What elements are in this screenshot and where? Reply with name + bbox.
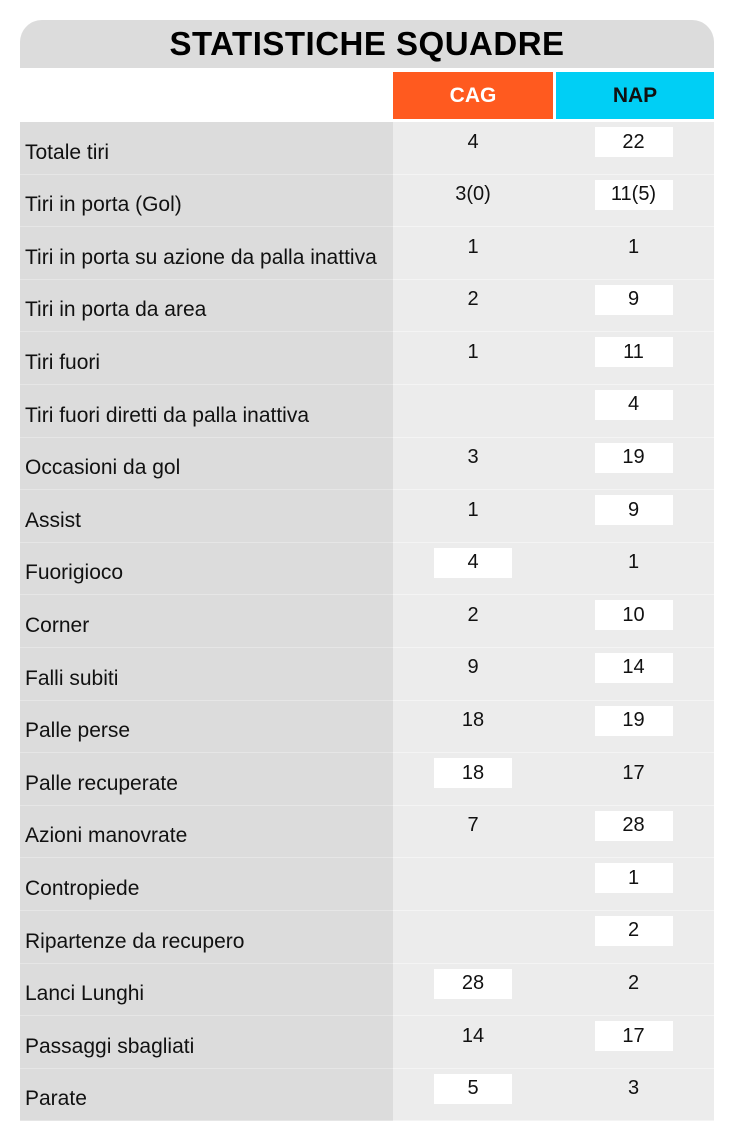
team-header-away: NAP	[556, 72, 714, 119]
stat-value-home: 3(0)	[455, 183, 491, 206]
stat-row	[20, 911, 714, 964]
stat-value-away: 14	[595, 653, 673, 683]
stat-cell-home	[393, 806, 553, 859]
stat-label-cell	[20, 1016, 393, 1069]
stat-cell-home	[393, 753, 553, 806]
stat-value-home	[434, 390, 512, 420]
stat-row	[20, 122, 714, 175]
stat-cell-away	[553, 806, 714, 859]
stat-label: Passaggi sbagliati	[25, 1034, 195, 1058]
stat-value-away: 1	[627, 235, 640, 258]
stat-value-away: 4	[595, 390, 673, 420]
stat-value-home: 4	[467, 130, 479, 153]
stat-value-away: 17	[622, 761, 645, 784]
stat-label: Azioni manovrate	[25, 824, 188, 848]
stat-label: Palle perse	[25, 719, 131, 743]
stat-label: Ripartenze da recupero	[25, 929, 245, 953]
stat-label: Totale tiri	[25, 140, 110, 164]
stat-cell-away	[553, 332, 714, 385]
stat-label-cell	[20, 543, 393, 596]
stat-label: Assist	[25, 508, 82, 532]
stat-label: Palle recuperate	[25, 771, 178, 795]
stat-cell-away	[553, 1016, 714, 1069]
stat-label-cell	[20, 858, 393, 911]
stat-row	[20, 1069, 714, 1122]
stat-value-away: 19	[595, 443, 673, 473]
stat-cell-away	[553, 122, 714, 175]
stat-row	[20, 753, 714, 806]
stat-cell-home	[393, 1069, 553, 1122]
stat-cell-home	[393, 964, 553, 1017]
stat-label: Contropiede	[25, 876, 140, 900]
stat-cell-away	[553, 490, 714, 543]
stat-cell-home	[393, 332, 553, 385]
stat-value-home: 2	[467, 288, 479, 311]
stat-value-away: 9	[595, 285, 673, 315]
stat-value-away: 22	[595, 127, 673, 157]
stat-label-cell	[20, 122, 393, 175]
stat-value-home	[434, 916, 512, 946]
stat-cell-away	[553, 227, 714, 280]
stat-cell-home	[393, 911, 553, 964]
stat-value-away: 9	[595, 495, 673, 525]
stat-value-home: 7	[467, 814, 479, 837]
stat-label-cell	[20, 227, 393, 280]
stat-value-away: 3	[627, 1077, 640, 1100]
stat-cell-away	[553, 595, 714, 648]
stat-value-home: 28	[434, 969, 512, 999]
stat-row	[20, 701, 714, 754]
stat-value-away: 2	[595, 916, 673, 946]
stat-value-home: 5	[434, 1074, 512, 1104]
stat-value-home: 3	[467, 446, 479, 469]
stat-cell-home	[393, 385, 553, 438]
stat-label-cell	[20, 332, 393, 385]
stat-cell-away	[553, 753, 714, 806]
stat-label: Tiri fuori diretti da palla inattiva	[25, 403, 310, 427]
stat-label-cell	[20, 280, 393, 333]
stat-cell-away	[553, 858, 714, 911]
stat-label-cell	[20, 175, 393, 228]
stat-cell-away	[553, 175, 714, 228]
stat-row	[20, 490, 714, 543]
stat-cell-home	[393, 648, 553, 701]
stat-value-home: 1	[467, 235, 479, 258]
stats-table	[20, 122, 714, 1121]
stat-row	[20, 806, 714, 859]
stat-row	[20, 227, 714, 280]
stat-row	[20, 280, 714, 333]
stat-label: Tiri fuori	[25, 350, 101, 374]
stat-value-home: 4	[434, 548, 512, 578]
stat-value-home: 1	[467, 498, 479, 521]
stat-label: Tiri in porta (Gol)	[25, 193, 182, 217]
stat-cell-away	[553, 648, 714, 701]
stat-cell-away	[553, 701, 714, 754]
stat-cell-home	[393, 122, 553, 175]
stat-value-home: 14	[461, 1024, 485, 1047]
stat-row	[20, 332, 714, 385]
stat-value-away: 10	[595, 600, 673, 630]
stat-cell-away	[553, 964, 714, 1017]
stat-label-cell	[20, 1069, 393, 1122]
stat-value-home: 9	[467, 656, 479, 679]
stat-label-cell	[20, 753, 393, 806]
stat-label: Fuorigioco	[25, 561, 124, 585]
stat-label-cell	[20, 385, 393, 438]
stat-value-away: 28	[595, 811, 673, 841]
stat-label: Lanci Lunghi	[25, 982, 145, 1006]
stat-label-cell	[20, 964, 393, 1017]
stat-cell-home	[393, 227, 553, 280]
stat-row	[20, 438, 714, 491]
page-title: STATISTICHE SQUADRE	[169, 25, 565, 62]
stat-value-away: 2	[627, 972, 640, 994]
stat-cell-home	[393, 595, 553, 648]
stat-value-away: 1	[595, 863, 673, 893]
stat-cell-home	[393, 543, 553, 596]
title-bar	[20, 20, 714, 68]
stat-cell-away	[553, 543, 714, 596]
stat-cell-home	[393, 175, 553, 228]
stat-label: Tiri in porta su azione da palla inattiva	[25, 245, 377, 269]
stat-row	[20, 543, 714, 596]
stat-row	[20, 858, 714, 911]
stat-value-away: 19	[595, 706, 673, 736]
stat-value-home: 2	[467, 603, 479, 626]
stat-cell-home	[393, 701, 553, 754]
stat-cell-away	[553, 280, 714, 333]
team-header-home: CAG	[393, 72, 553, 119]
stat-cell-home	[393, 438, 553, 491]
stat-label: Parate	[25, 1087, 87, 1111]
stat-row	[20, 964, 714, 1017]
stat-cell-home	[393, 858, 553, 911]
stat-label: Corner	[25, 613, 90, 637]
stat-value-away: 11(5)	[595, 180, 673, 210]
stat-label-cell	[20, 806, 393, 859]
stat-value-away: 1	[627, 551, 640, 574]
stat-value-home: 1	[467, 340, 479, 363]
stat-label-cell	[20, 701, 393, 754]
stat-value-home	[434, 863, 512, 893]
stat-label-cell	[20, 911, 393, 964]
stat-row	[20, 1016, 714, 1069]
stat-cell-away	[553, 385, 714, 438]
stat-label: Falli subiti	[25, 666, 119, 690]
stat-value-away: 11	[595, 337, 673, 367]
stat-value-away: 17	[595, 1021, 673, 1051]
stat-row	[20, 175, 714, 228]
stat-label-cell	[20, 438, 393, 491]
stat-label-cell	[20, 490, 393, 543]
stat-cell-away	[553, 1069, 714, 1122]
stat-cell-home	[393, 490, 553, 543]
stat-label: Occasioni da gol	[25, 456, 181, 480]
stat-label-cell	[20, 595, 393, 648]
stat-value-home: 18	[461, 709, 485, 732]
stat-cell-home	[393, 280, 553, 333]
stat-row	[20, 648, 714, 701]
stat-row	[20, 595, 714, 648]
stat-label-cell	[20, 648, 393, 701]
stat-cell-away	[553, 438, 714, 491]
stat-value-home: 18	[434, 758, 512, 788]
stat-row	[20, 385, 714, 438]
stat-cell-home	[393, 1016, 553, 1069]
stat-label: Tiri in porta da area	[25, 298, 207, 322]
stat-cell-away	[553, 911, 714, 964]
